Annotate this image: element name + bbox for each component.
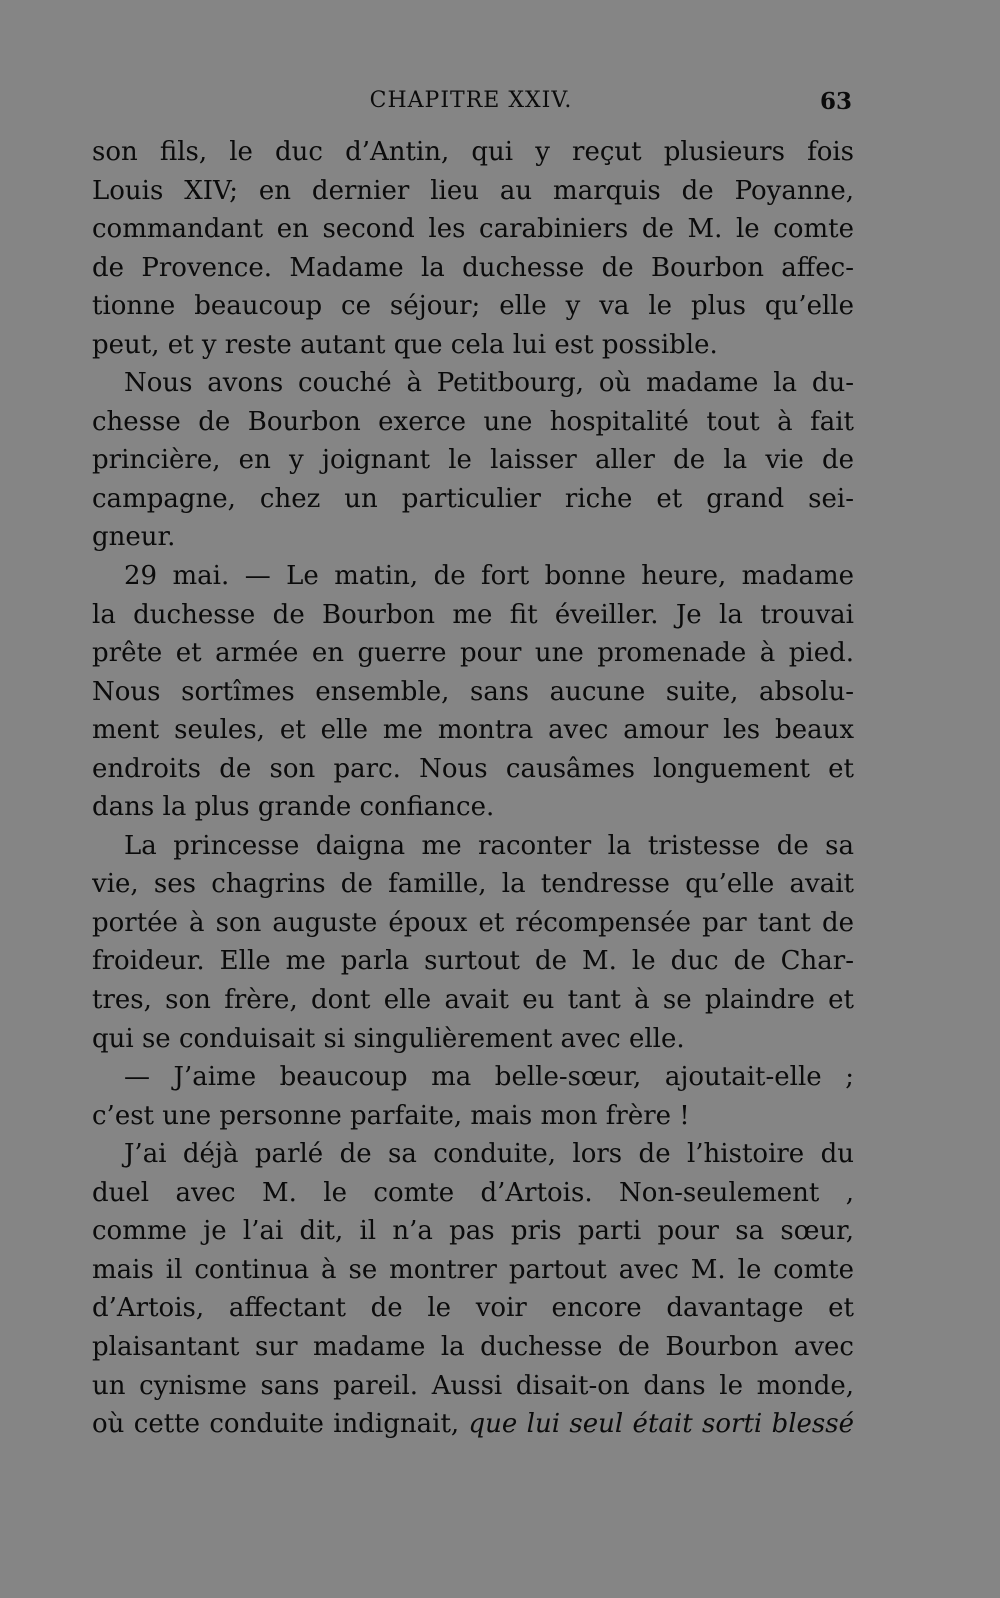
- text-line: commandant en second les carabiniers de M. le comte: [92, 214, 854, 245]
- text-line: 29 mai. — Le matin, de fort bonne heure, madame: [124, 561, 854, 592]
- text-line: gneur.: [92, 522, 176, 553]
- text-line: peut, et y reste autant que cela lui est possible.: [92, 329, 718, 360]
- text-line: un cynisme sans pareil. Aussi disait-on dans le monde,: [92, 1370, 854, 1401]
- text-line: tres, son frère, dont elle avait eu tant à se plaindre et: [92, 985, 854, 1016]
- text-line: d’Artois, affectant de le voir encore davantage et: [92, 1293, 854, 1324]
- text-line: la duchesse de Bourbon me fit éveiller. Je la trouvai: [92, 599, 854, 630]
- text-line: chesse de Bourbon exerce une hospitalité tout à fait: [92, 406, 854, 437]
- text-line: Nous avons couché à Petitbourg, où madame la du-: [124, 368, 854, 399]
- text-line: campagne, chez un particulier riche et grand sei-: [92, 483, 854, 514]
- text-line: tionne beaucoup ce séjour; elle y va le plus qu’elle: [92, 291, 854, 322]
- text-line: duel avec M. le comte d’Artois. Non-seulement ,: [92, 1177, 854, 1208]
- text-line: comme je l’ai dit, il n’a pas pris parti pour sa sœur,: [92, 1216, 854, 1247]
- text-line: prête et armée en guerre pour une promenade à pied.: [92, 638, 854, 669]
- text-line: — J’aime beaucoup ma belle-sœur, ajoutait-elle ;: [124, 1062, 854, 1093]
- text-line-roman: où cette conduite indignait,: [92, 1409, 460, 1440]
- text-line: mais il continua à se montrer partout avec M. le comte: [92, 1254, 854, 1285]
- text-line: dans la plus grande confiance.: [92, 792, 495, 823]
- chapter-title: CHAPITRE XXIV.: [369, 88, 573, 113]
- text-line: son fils, le duc d’Antin, qui y reçut plusieurs fois: [92, 137, 854, 167]
- text-line: La princesse daigna me raconter la tristesse de sa: [124, 830, 854, 861]
- text-line: ment seules, et elle me montra avec amour les beaux: [92, 715, 854, 746]
- text-line-italic: que lui seul était sorti blessé: [468, 1409, 854, 1440]
- text-line: c’est une personne parfaite, mais mon frère !: [92, 1100, 690, 1131]
- body-text: [92, 133, 854, 1444]
- text-line: Nous sortîmes ensemble, sans aucune suite, absolu-: [92, 676, 854, 707]
- text-line: endroits de son parc. Nous causâmes longuement et: [92, 753, 854, 784]
- page-number: 63: [819, 88, 852, 115]
- text-line: Louis XIV; en dernier lieu au marquis de Poyanne,: [92, 175, 854, 206]
- text-line: de Provence. Madame la duchesse de Bourbon affec-: [92, 252, 854, 283]
- text-line: J’ai déjà parlé de sa conduite, lors de l’histoire du: [124, 1139, 854, 1170]
- text-line: froideur. Elle me parla surtout de M. le duc de Char-: [92, 946, 854, 977]
- running-header: [90, 88, 852, 122]
- text-line: portée à son auguste époux et récompensée par tant de: [92, 907, 854, 938]
- text-line: princière, en y joignant le laisser aller de la vie de: [92, 445, 854, 476]
- text-line: vie, ses chagrins de famille, la tendresse qu’elle avait: [92, 869, 854, 900]
- last-text-line: [92, 1405, 854, 1444]
- text-line: plaisantant sur madame la duchesse de Bourbon avec: [92, 1331, 854, 1362]
- text-line: qui se conduisait si singulièrement avec elle.: [92, 1023, 685, 1054]
